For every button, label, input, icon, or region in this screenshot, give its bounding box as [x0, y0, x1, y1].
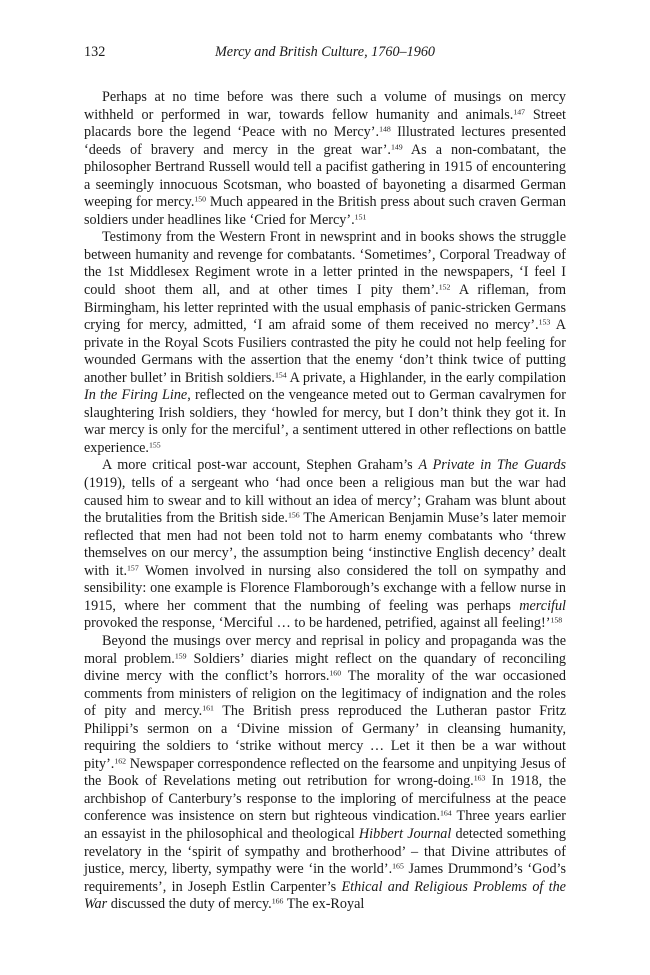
paragraph — [84, 229, 566, 457]
italic-title: merciful — [519, 597, 566, 614]
text-run: The British press reproduced the Lutheran pastor Fritz Philippi’s sermon on a ‘Divine mission of Germany’ in cleansing humanity, requiring the soldiers to ‘strike without mercy … Let it then be a war without pity’. — [84, 703, 566, 772]
text-run: Illustrated lectures presented ‘deeds of bravery and mercy in the great war’. — [84, 124, 567, 158]
text-run: Newspaper correspondence reflected on the fearsome and unpitying Jesus of the Book of Revelations meting out retribution for wrong-doing. — [84, 755, 566, 790]
text-run: James Drummond’s ‘God’s requirements’, in Joseph Estlin Carpenter’s — [84, 861, 566, 895]
text-run: The American Benjamin Muse’s later memoir reflected that men had not been told not to harm enemy combatants who ‘threw themselves on our mercy’, the assumption being ‘instinctive English decency’ dealt with it. — [84, 510, 566, 579]
text-run: Much appeared in the British press about such craven German soldiers under headlines like ‘Cried for Mercy’. — [84, 194, 566, 228]
footnote-ref[interactable]: 151 — [354, 212, 367, 222]
footnote-ref[interactable]: 148 — [379, 124, 391, 134]
text-run: The ex-Royal — [283, 896, 365, 913]
text-run: The morality of the war occasioned comments from ministers of religion on the legitimacy of indignation and the roles of pity and mercy. — [84, 668, 566, 720]
page-number: 132 — [84, 44, 106, 60]
footnote-ref[interactable]: 150 — [194, 195, 207, 204]
text-run: In 1918, the archbishop of Canterbury’s response to the imploring of mercifulness at the peace conference was insistence on stern but righteous vindication. — [84, 773, 567, 825]
text-run: Testimony from the Western Front in newsprint and in books shows the struggle between humanity and revenge for combatants. ‘Sometimes’, Corporal Treadway of the 1st Middlesex Regiment wrote in a letter printed in the newspapers, ‘I feel I could shoot them all, and at other times I pity them’. — [84, 229, 566, 299]
italic-title: A Private in The Guards — [418, 457, 566, 474]
text-run: Three years earlier an essayist in the philosophical and theological — [84, 808, 566, 842]
paragraph — [84, 89, 566, 229]
text-run: detected something revelatory in the ‘spirit of sympathy and brotherhood’ – that Divine attributes of justice, mercy, liberty, sympathy were ‘in the world’. — [84, 825, 566, 878]
text-run: Women involved in nursing also considered the toll on sympathy and sensibility: one example is Florence Flamborough’s exchange with a fellow nurse in 1915, where her comment that the numbing of feeling was perhaps — [84, 562, 566, 614]
italic-title: Ethical and Religious Problems of the War — [84, 878, 566, 913]
text-run: Beyond the musings over mercy and reprisal in policy and propaganda was the moral problem. — [84, 632, 566, 667]
footnote-ref[interactable]: 161 — [202, 703, 214, 713]
footnote-ref[interactable]: 155 — [148, 440, 161, 450]
paragraph — [84, 633, 566, 914]
italic-title: In the Firing Line — [84, 387, 188, 404]
text-run: Street placards bore the legend ‘Peace with no Mercy’. — [84, 106, 567, 141]
footnote-ref[interactable]: 154 — [274, 370, 287, 380]
text-run: As a non-combatant, the philosopher Bertrand Russell would tell a pacifist gathering in 1915 of encountering a seemingly innocuous Scotsman, who boasted of bayoneting a disarmed German weeping for mercy. — [84, 141, 566, 211]
footnote-ref[interactable]: 156 — [287, 510, 300, 520]
footnote-ref[interactable]: 157 — [127, 563, 139, 573]
footnote-ref[interactable]: 163 — [473, 774, 486, 784]
footnote-ref[interactable]: 166 — [271, 896, 284, 906]
text-run: A rifleman, from Birmingham, his letter reprinted with the usual emphasis of panic-stricken Germans crying for mercy, admitted, ‘I am afraid some of them received no mercy’. — [84, 282, 566, 334]
text-run: (1919), tells of a sergeant who ‘had once been a religious man but the war had caused him to swear and to kill without an idea of mercy’; Graham was blunt about the brutalities from the British side. — [84, 475, 566, 527]
footnote-ref[interactable]: 152 — [438, 282, 451, 292]
footnote-ref[interactable]: 153 — [538, 317, 551, 327]
text-run: provoked the response, ‘Merciful … to be hardened, petrified, against all feeling!’ — [84, 615, 551, 632]
footnote-ref[interactable]: 147 — [513, 107, 526, 117]
text-run: A private in the Royal Scots Fusiliers contrasted the pity he could not help feeling for wounded Germans with the assertion that the enemy ‘don’t think twice of putting another bullet’ in British soldiers. — [84, 317, 566, 386]
body-text — [84, 89, 566, 914]
footnote-ref[interactable]: 158 — [550, 616, 563, 626]
italic-title: Hibbert Journal — [358, 825, 452, 842]
running-title: Mercy and British Culture, 1760–1960 — [214, 44, 436, 60]
page-header — [84, 44, 566, 64]
paragraph — [84, 457, 566, 632]
footnote-ref[interactable]: 160 — [329, 668, 342, 678]
text-run: , reflected on the vengeance meted out to German cavalrymen for slaughtering Irish soldiers, they ‘howled for mercy, but I don’t think they got it. In war mercy is only for the merciful’, a sentiment uttered in other reflections on battle experience. — [84, 387, 566, 456]
footnote-ref[interactable]: 162 — [114, 756, 127, 766]
footnote-ref[interactable]: 149 — [390, 142, 403, 152]
text-run: A private, a Highlander, in the early compilation — [286, 369, 566, 386]
footnote-ref[interactable]: 159 — [174, 651, 187, 661]
text-run: A more critical post-war account, Stephen Graham’s — [102, 457, 419, 474]
text-run: Soldiers’ diaries might reflect on the quandary of reconciling divine mercy with the conflict’s horrors. — [84, 650, 567, 685]
footnote-ref[interactable]: 164 — [440, 809, 452, 819]
text-run: discussed the duty of mercy. — [107, 896, 272, 913]
text-run: Perhaps at no time before was there such a volume of musings on mercy withheld or performed in war, towards fellow humanity and animals. — [84, 89, 566, 123]
footnote-ref[interactable]: 165 — [392, 861, 404, 871]
